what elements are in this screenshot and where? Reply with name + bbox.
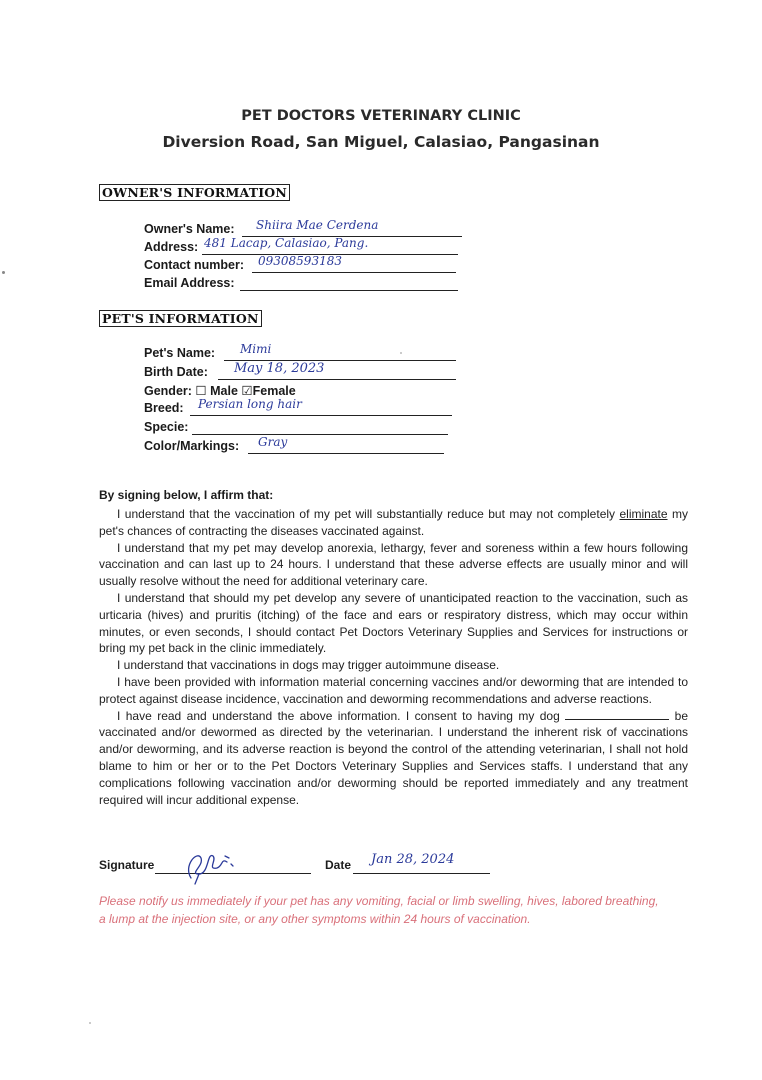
date-line <box>353 873 490 874</box>
owner-address-value: 481 Lacap, Calasiao, Pang. <box>204 236 369 250</box>
pet-birth-label: Birth Date: <box>144 365 208 379</box>
symptom-notice: Please notify us immediately if your pet has any vomiting, facial or limb swelling, hives, labored breathing, a lump at the injection site, or any other symptoms within 24 hours of vaccination. <box>99 894 659 926</box>
consent-paragraph-2: I understand that my pet may develop anorexia, lethargy, fever and soreness within a few hours following vaccination and can last up to 24 hours. I understand that these adverse effects are usually minor and will usually resolve without the need for additional veterinary care. <box>99 540 688 589</box>
consent-paragraph-1 <box>99 506 688 540</box>
owner-section-heading: OWNER'S INFORMATION <box>99 184 290 201</box>
owner-email-field <box>144 276 464 294</box>
consent-p6-text-b: be vaccinated and/or dewormed as directed by the veterinarian. I understand the inherent risk of vaccinations and/or deworming, and its adverse reaction is beyond the control of the attending veterinarian, I shall not hold blame to him or her or to the Pet Doctors Veterinary Supplies and Services staffs. I understand that any complications following vaccination and/or deworming should be reported immediately and any treatment required will incur additional expense. <box>99 708 688 807</box>
scan-speck <box>400 352 402 354</box>
dog-name-blank[interactable] <box>565 709 669 720</box>
pet-breed-value: Persian long hair <box>198 397 302 411</box>
affirm-heading: By signing below, I affirm that: <box>99 488 274 502</box>
pet-birth-value: May 18, 2023 <box>234 361 325 376</box>
owner-name-value: Shiira Mae Cerdena <box>256 218 379 232</box>
pet-specie-line <box>192 434 448 435</box>
pet-breed-field <box>144 397 464 419</box>
pet-gender-options <box>144 383 296 398</box>
date-label: Date <box>325 858 352 872</box>
pet-name-label: Pet's Name: <box>144 346 216 360</box>
pet-gender-label: Gender: <box>144 384 192 398</box>
pet-gender-field <box>144 383 464 401</box>
owner-email-line <box>240 290 458 291</box>
consent-paragraph-5: I have been provided with information material concerning vaccines and/or deworming that are intended to protect against disease incidence, vaccination and deworming recommendations and adverse reactions. <box>99 674 688 706</box>
pet-color-label: Color/Markings: <box>144 439 240 453</box>
date-value: Jan 28, 2024 <box>371 852 455 867</box>
pet-section-heading: PET'S INFORMATION <box>99 310 262 327</box>
consent-body <box>99 506 688 808</box>
owner-address-label: Address: <box>144 240 199 254</box>
consent-paragraph-4: I understand that vaccinations in dogs may trigger autoimmune disease. <box>117 658 500 673</box>
consent-paragraph-6 <box>99 708 688 809</box>
pet-color-field <box>144 435 464 457</box>
consent-paragraph-3: I understand that should my pet develop any severe of unanticipated reaction to the vaccination, such as urticaria (hives) and pruritis (itching) of the face and ears or respiratory distress, which may occur within minutes, or even seconds, I should contact Pet Doctors Veterinary Supplies and Services for instructions or bring my pet back in the clinic immediately. <box>99 590 688 656</box>
consent-p1-text-a: I understand that the vaccination of my pet will substantially reduce but may not completely <box>117 507 620 521</box>
pet-name-value: Mimi <box>240 342 272 356</box>
pet-birth-line <box>218 379 456 380</box>
female-checkbox[interactable]: ☑ <box>241 384 253 398</box>
signature-label: Signature <box>99 858 155 872</box>
pet-breed-label: Breed: <box>144 401 184 415</box>
owner-contact-label: Contact number: <box>144 258 244 272</box>
clinic-name: PET DOCTORS VETERINARY CLINIC <box>241 108 521 124</box>
pet-specie-field <box>144 420 464 438</box>
pet-color-line <box>248 453 444 454</box>
pet-birth-field <box>144 361 464 383</box>
consent-p6-text-a: I have read and understand the above information. I consent to having my dog <box>117 708 566 723</box>
signature-field <box>99 858 315 880</box>
owner-contact-value: 09308593183 <box>258 254 342 268</box>
male-option-label: Male <box>210 384 238 398</box>
date-field <box>325 852 495 880</box>
owner-name-label: Owner's Name: <box>144 222 235 236</box>
female-option-label: Female <box>252 384 296 398</box>
scan-speck <box>89 1022 91 1024</box>
owner-contact-field <box>144 254 464 276</box>
owner-contact-line <box>252 272 456 273</box>
scan-speck <box>2 271 5 274</box>
male-checkbox[interactable]: ☐ <box>195 384 207 398</box>
pet-color-value: Gray <box>258 435 288 449</box>
clinic-address: Diversion Road, San Miguel, Calasiao, Pangasinan <box>162 133 600 151</box>
pet-specie-label: Specie: <box>144 420 189 434</box>
consent-p1-text-b: my pet's chances of contracting the diseases vaccinated against. <box>99 507 688 538</box>
owner-email-label: Email Address: <box>144 276 235 290</box>
consent-p1-underlined: eliminate <box>619 507 668 521</box>
pet-breed-line <box>190 415 452 416</box>
signature-scribble-icon <box>177 844 237 886</box>
